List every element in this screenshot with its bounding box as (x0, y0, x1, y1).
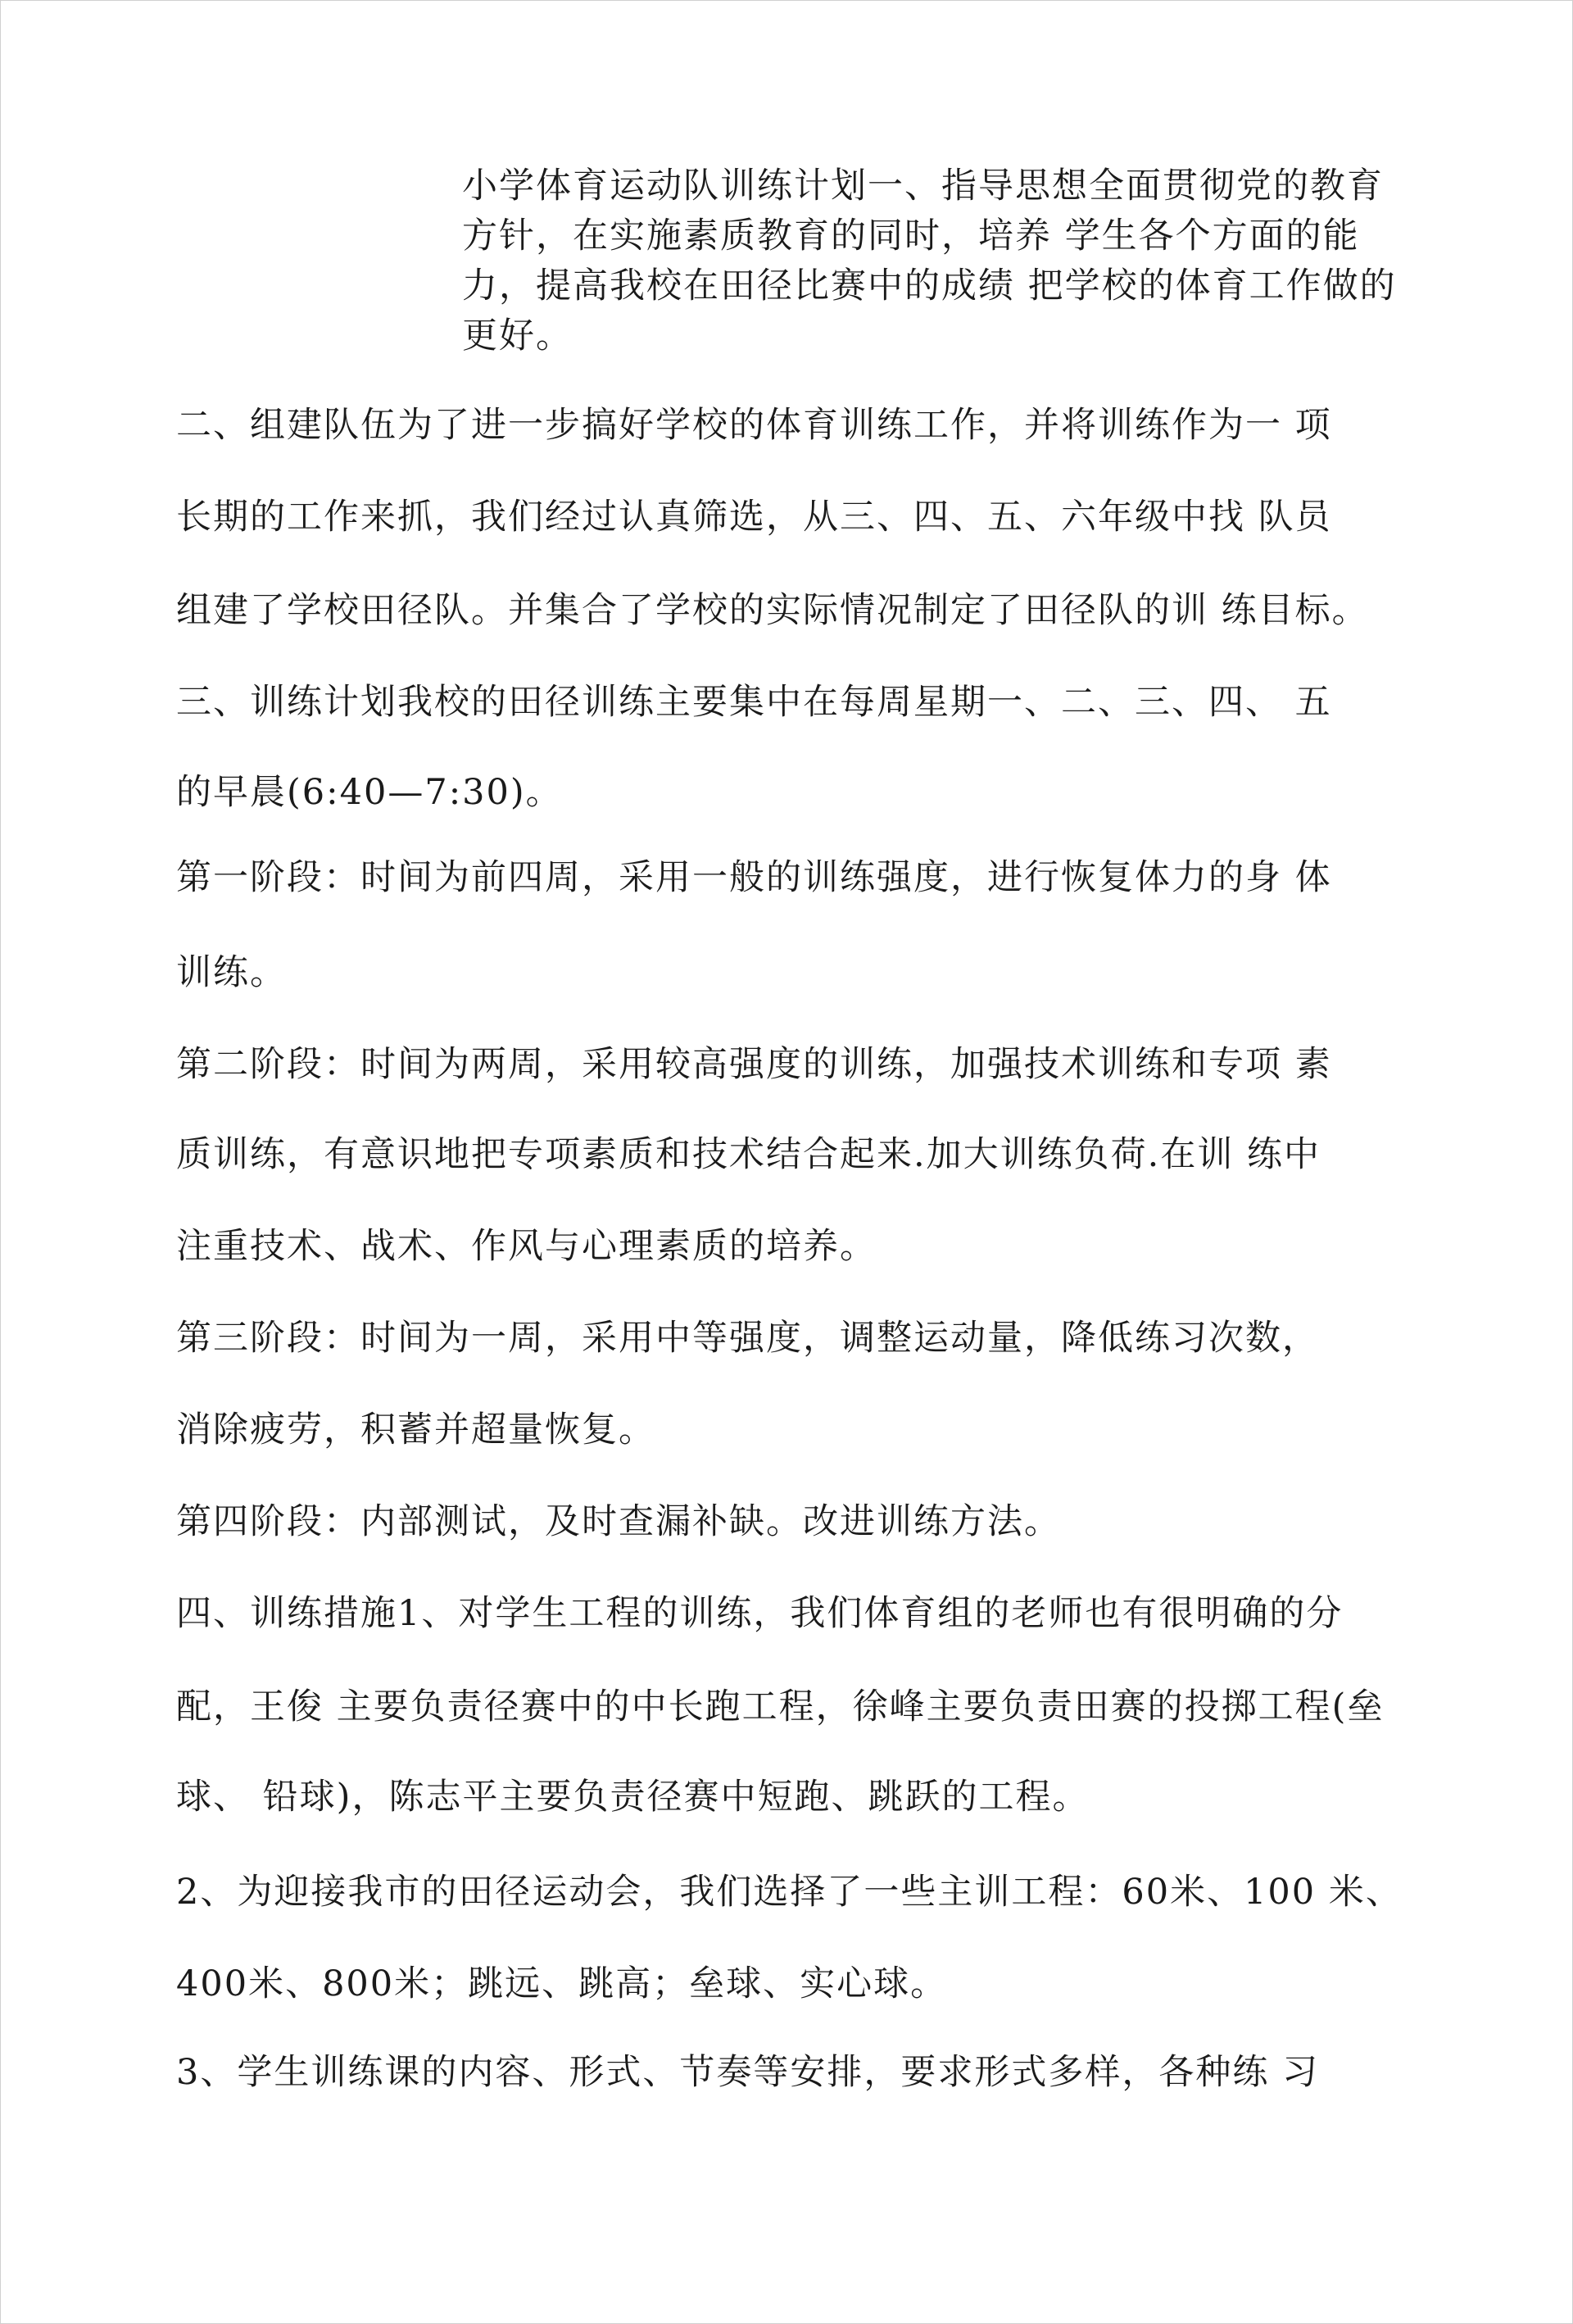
text-line: 长期的工作来抓，我们经过认真筛选，从三、四、五、六年级中找 队员 (176, 497, 1332, 538)
text-line: 球、 铅球)，陈志平主要负责径赛中短跑、跳跃的工程。 (176, 1777, 1090, 1818)
text-line: 四、训练措施1、对学生工程的训练，我们体育组的老师也有很明确的分 (176, 1593, 1344, 1634)
text-line: 400米、800米；跳远、跳高；垒球、实心球。 (176, 1963, 948, 2004)
text-line: 组建了学校田径队。并集合了学校的实际情况制定了田径队的训 练目标。 (176, 590, 1369, 631)
text-line: 的早晨(6:40—7:30)。 (176, 772, 563, 813)
text-line: 第三阶段：时间为一周，采用中等强度，调整运动量，降低练习次数， (176, 1318, 1319, 1359)
text-line: 配，王俊 主要负责径赛中的中长跑工程，徐峰主要负责田赛的投掷工程(垒 (176, 1686, 1385, 1727)
text-line: 第一阶段：时间为前四周，采用一般的训练强度，进行恢复体力的身 体 (176, 857, 1332, 898)
text-line: 2、为迎接我市的田径运动会，我们选择了一些主训工程：60米、100 米、 (176, 1872, 1403, 1913)
text-line: 第四阶段：内部测试，及时查漏补缺。改进训练方法。 (176, 1501, 1061, 1542)
intro-paragraph: 小学体育运动队训练计划一、指导思想全面贯彻党的教育方针，在实施素质教育的同时，培养 学生各个方面的能力，提高我校在田径比赛中的成绩 把学校的体育工作做的更好。 (462, 166, 1397, 356)
text-line: 训练。 (176, 952, 287, 993)
text-line: 三、训练计划我校的田径训练主要集中在每周星期一、二、三、四、 五 (176, 682, 1332, 723)
text-line: 二、组建队伍为了进一步搞好学校的体育训练工作，并将训练作为一 项 (176, 405, 1332, 446)
text-line: 3、学生训练课的内容、形式、节奏等安排，要求形式多样，各种练 习 (176, 2052, 1320, 2093)
text-line: 质训练，有意识地把专项素质和技术结合起来.加大训练负荷.在训 练中 (176, 1134, 1321, 1175)
text-line: 第二阶段：时间为两周，采用较高强度的训练，加强技术训练和专项 素 (176, 1044, 1332, 1085)
text-line: 消除疲劳，积蓄并超量恢复。 (176, 1409, 655, 1450)
text-line: 注重技术、战术、作风与心理素质的培养。 (176, 1226, 877, 1267)
